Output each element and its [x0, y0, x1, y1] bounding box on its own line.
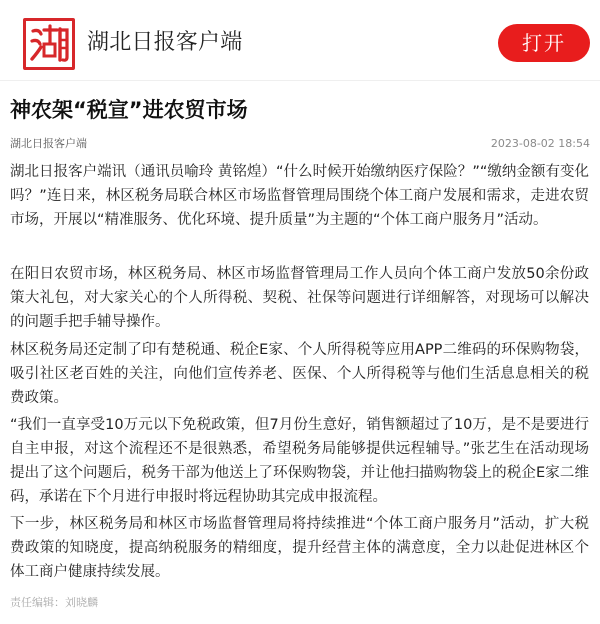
- article-source: 湖北日报客户端: [10, 137, 87, 150]
- open-app-button[interactable]: 打开: [498, 24, 590, 62]
- article-paragraph-4: “我们一直享受10万元以下免税政策，但7月份生意好，销售额超过了10万，是不是要进行自主申报，对这个流程还不是很熟悉，希望税务局能够提供远程辅导。”张艺生在活动现场提出了这个问题后，税务干部为他送上了环保购物袋，并让他扫描购物袋上的税企E家二维码，承诺在下个月进行申报时将远程协助其完成申报流程。: [10, 417, 589, 505]
- app-banner: [0, 0, 600, 81]
- app-name: 湖北日报客户端: [87, 30, 243, 55]
- app-logo[interactable]: [23, 18, 75, 70]
- responsible-editor: 责任编辑：刘晓麟: [10, 596, 98, 609]
- hu-logo-icon: [26, 21, 72, 67]
- article-title: 神农架“税宣”进农贸市场: [10, 98, 248, 122]
- article-timestamp: 2023-08-02 18:54: [490, 137, 590, 150]
- article-paragraph-5: 下一步，林区税务局和林区市场监督管理局将持续推进“个体工商户服务月”活动，扩大税费政策的知晓度，提高纳税服务的精细度，提升经营主体的满意度，全力以赴促进林区个体工商户健康持续发展。: [10, 516, 589, 580]
- article-paragraph-3: 林区税务局还定制了印有楚税通、税企E家、个人所得税等应用APP二维码的环保购物袋，吸引社区老百姓的关注，向他们宣传养老、医保、个人所得税等与他们生活息息相关的税费政策。: [10, 342, 589, 406]
- article-paragraph-2: 在阳日农贸市场，林区税务局、林区市场监督管理局工作人员向个体工商户发放50余份政策大礼包，对大家关心的个人所得税、契税、社保等问题进行详细解答，对现场可以解决的问题手把手辅导操作。: [10, 266, 589, 330]
- article-paragraph-1: 湖北日报客户端讯（通讯员喻玲 黄铭煌）“什么时候开始缴纳医疗保险？”“缴纳金额有变化吗？”连日来，林区税务局联合林区市场监督管理局围绕个体工商户发展和需求，走进农贸市场，开展以“精准服务、优化环境、提升质量”为主题的“个体工商户服务月”活动。: [10, 164, 589, 228]
